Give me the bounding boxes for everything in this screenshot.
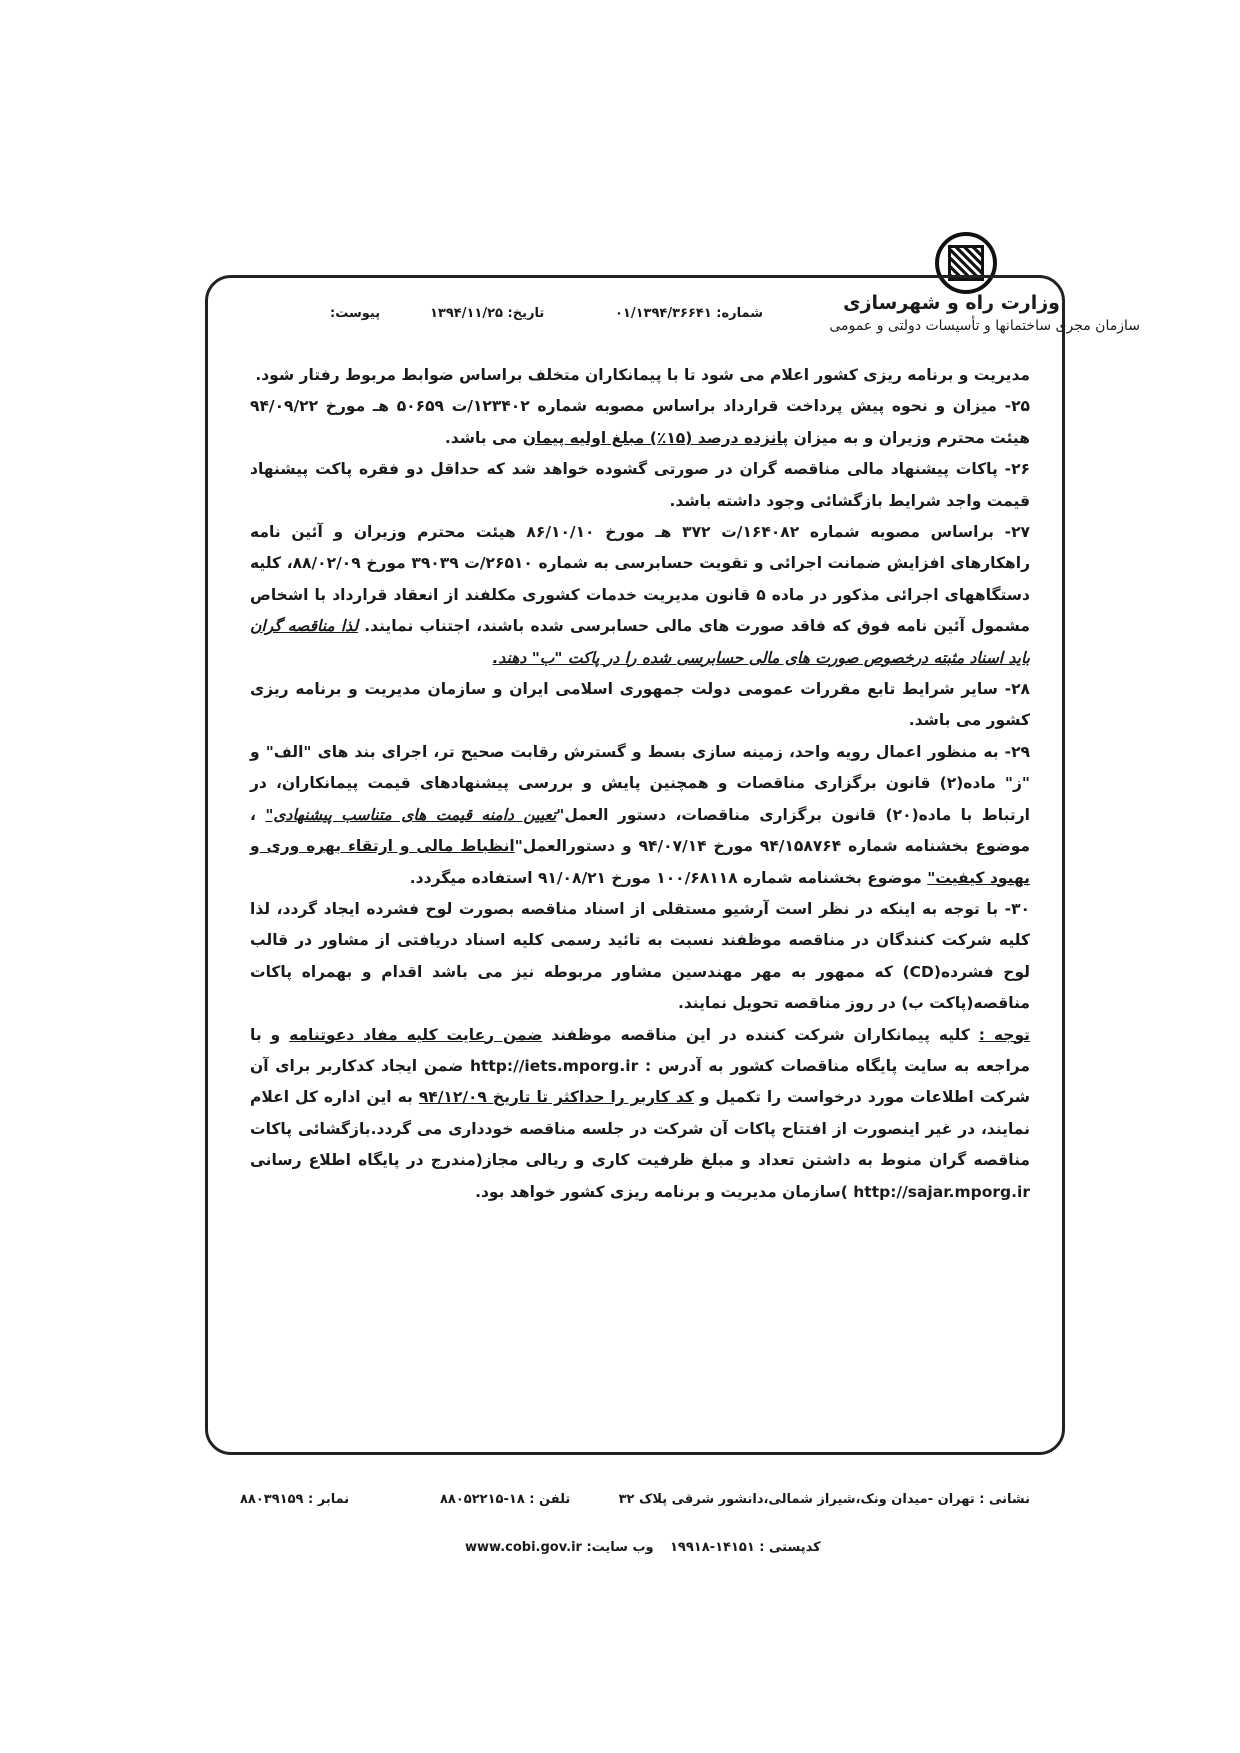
paragraph-27: [250, 517, 1030, 674]
p25-end: می باشد.: [444, 428, 518, 447]
p27-text: ۲۷- براساس مصوبه شماره ۱۶۴۰۸۲/ت ۳۷۲ هـ مورخ ۸۶/۱۰/۱۰ هیئت محترم وزیران و آئین نامه راهکارهای افزایش ضمانت اجرائی و تقویت حسابرسی به شماره ۲۶۵۱۰/ت ۳۹۰۳۹ مورخ ۸۸/۰۲/۰۹، کلیه دستگاههای اجرائی مذکور در ماده ۵ قانون مدیریت خدمات کشوری مکلفند از انعقاد قرارداد با اشخاص مشمول آئین نامه فوق که فاقد صورت های مالی حسابرسی شده باشند، اجتناب نمایند.: [250, 523, 1031, 636]
paragraph-1: مدیریت و برنامه ریزی کشور اعلام می شود تا با پیمانکاران متخلف براساس ضوابط مربوط رفتار شود.: [255, 366, 1030, 384]
footer-phone: تلفن : ۱۸-۸۸۰۵۲۲۱۵: [440, 1492, 571, 1507]
paragraph-28: ۲۸- سایر شرایط تابع مقررات عمومی دولت جمهوری اسلامی ایران و سازمان مدیریت و برنامه ریزی کشور می باشد.: [250, 680, 1030, 730]
p29-mid: ، موضوع بخشنامه شماره ۹۴/۱۵۸۷۶۴ مورخ ۹۴/۰۷/۱۴ و دستورالعمل": [250, 805, 1031, 856]
paragraph-note: [250, 1020, 1030, 1208]
p25-text: ۲۵- میزان و نحوه پیش پرداخت قرارداد براساس مصوبه شماره ۱۲۳۴۰۲/ت ۵۰۶۵۹ هـ مورخ ۹۴/۰۹/۲۲ هیئت محترم وزیران و به میزان: [250, 397, 1030, 447]
letter-number: شماره: ۰۱/۱۳۹۴/۳۶۶۴۱: [615, 306, 764, 321]
paragraph-29: [250, 737, 1030, 894]
footer-website: وب سایت: www.cobi.gov.ir: [465, 1540, 654, 1555]
p29-highlight-2: انظباط مالی و ارتقاء بهره وری و بهبود کیفیت": [250, 837, 1030, 887]
note-text-a: کلیه پیمانکاران شرکت کننده در این مناقصه موظفند: [551, 1025, 970, 1044]
footer-postal-code: کدپستی : ۱۴۱۵۱-۱۹۹۱۸: [670, 1540, 821, 1555]
note-highlight-2: کد کاربر را حداکثر تا تاریخ ۹۴/۱۲/۰۹: [418, 1088, 694, 1107]
letter-body: [250, 360, 1030, 1208]
p29-text: ۲۹- به منظور اعمال رویه واحد، زمینه سازی بسط و گسترش رقابت صحیح تر، اجرای بند های "الف" و "ز" ماده(۲) قانون برگزاری مناقصات و همچنین پایش و بررسی پیشنهادهای قیمت پیمانکاران، در ارتباط با ماده(۲۰) قانون برگزاری مناقصات، دستور العمل": [250, 742, 1030, 824]
paragraph-30: ۳۰- با توجه به اینکه در نظر است آرشیو مستقلی از اسناد مناقصه بصورت لوح فشرده ایجاد گردد، لذا کلیه شرکت کنندگان در مناقصه موظفند نسبت به تائید رسمی کلیه اسناد دریافتی از مشاور در قالب لوح فشرده(CD) که ممهور به مهر مهندسین مشاور مربوطه نیز می باشد اقدام و بهمراه پاکات مناقصه(پاکت ب) در روز مناقصه تحویل نمایند.: [250, 899, 1030, 1013]
p29-highlight-1: تعیین دامنه قیمت های متناسب پیشنهادی": [265, 805, 557, 824]
p27-highlight: لذا مناقصه گران باید اسناد مثبته درخصوص صورت های مالی حسابرسی شده را در پاکت "ب" دهند.: [250, 617, 1030, 667]
note-label: توجه :: [978, 1025, 1030, 1044]
ministry-name: وزارت راه و شهرسازی: [843, 292, 1060, 314]
note-text-b: و با مراجعه به سایت پایگاه مناقصات کشور به آدرس : http://iets.mporg.ir ضمن ایجاد کدکاربر برای آن شرکت اطلاعات مورد درخواست را تکمیل و: [250, 1025, 1031, 1107]
letter-date: تاریخ: ۱۳۹۴/۱۱/۲۵: [430, 306, 545, 321]
organization-name: سازمان مجری ساختمانها و تأسیسات دولتی و عمومی: [829, 318, 1140, 334]
paragraph-25: [250, 391, 1030, 454]
footer-address: نشانی : تهران -میدان ونک،شیراز شمالی،دانشور شرقی پلاک ۳۲: [618, 1492, 1030, 1507]
p29-end: موضوع بخشنامه شماره ۱۰۰/۶۸۱۱۸ مورخ ۹۱/۰۸/۲۱ استفاده میگردد.: [409, 868, 922, 887]
footer-fax: نمابر : ۸۸۰۳۹۱۵۹: [240, 1492, 350, 1507]
note-highlight-1: ضمن رعایت کلیه مفاد دعوتنامه: [289, 1025, 543, 1044]
paragraph-26: ۲۶- پاکات پیشنهاد مالی مناقصه گران در صورتی گشوده خواهد شد که حداقل دو فقره پاکت پیشنهاد قیمت واجد شرایط بازگشائی وجود داشته باشد.: [250, 460, 1030, 510]
note-text-c: به این اداره کل اعلام نمایند، در غیر اینصورت از افتتاح پاکات آن شرکت در جلسه مناقصه خودداری می گردد.بازگشائی پاکات مناقصه گران منوط به داشتن تعداد و مبلغ ظرفیت کاری و ریالی مجاز(مندرج در پایگاه اطلاع رسانی http://sajar.mporg.ir )سازمان مدیریت و برنامه ریزی کشور خواهد بود.: [250, 1088, 1030, 1201]
letter-attachment: پیوست:: [330, 306, 381, 321]
p25-highlight: پانزده درصد (۱۵٪) مبلغ اولیه پیمان: [522, 428, 789, 447]
